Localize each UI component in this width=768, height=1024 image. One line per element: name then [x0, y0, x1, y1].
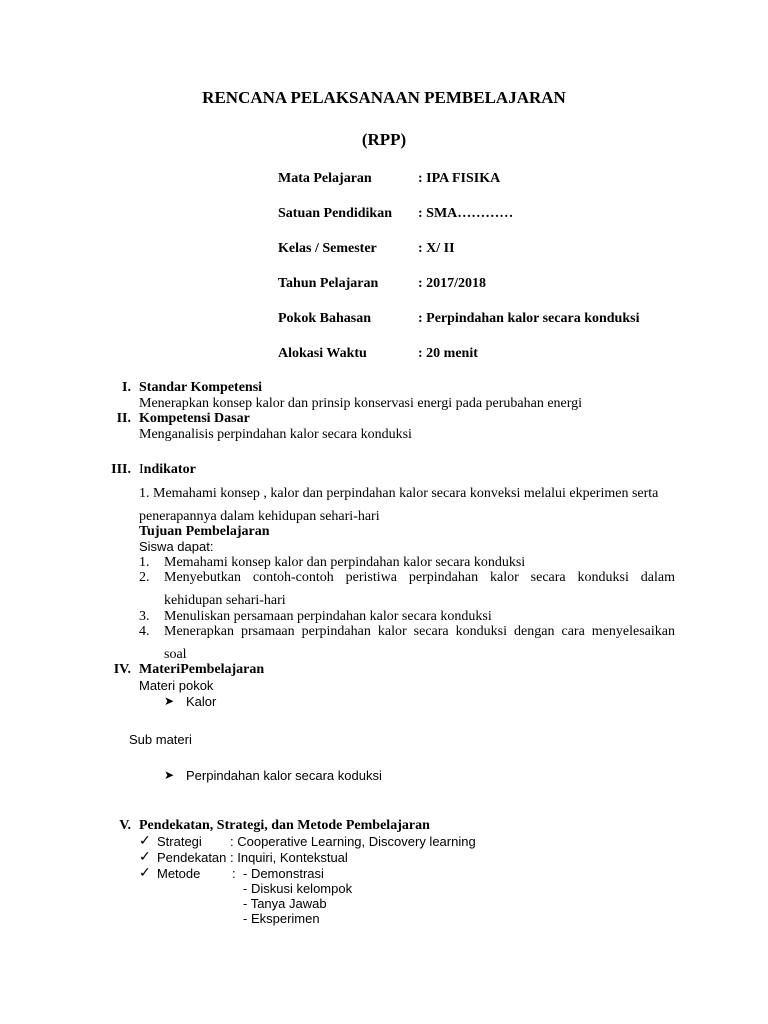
section-heading: Pendekatan, Strategi, dan Metode Pembelajaran — [139, 818, 430, 833]
info-value: : 2017/2018 — [418, 276, 487, 291]
info-label: Kelas / Semester — [278, 241, 377, 256]
metode-item: - Diskusi kelompok — [243, 881, 353, 896]
info-label: Pokok Bahasan — [278, 311, 371, 326]
section-heading: Standar Kompetensi — [139, 380, 263, 395]
method-label: Strategi — [157, 834, 202, 849]
info-label: Satuan Pendidikan — [278, 206, 392, 221]
info-value: : IPA FISIKA — [418, 171, 501, 186]
list-item-continued: kehidupan sehari-hari — [164, 593, 286, 608]
materi-pokok-item: Kalor — [186, 694, 217, 709]
metode-item: - Tanya Jawab — [243, 896, 327, 911]
check-mark-icon: ✓ — [139, 850, 151, 865]
list-number: 4. — [139, 624, 150, 639]
metode-item: - Demonstrasi — [243, 866, 324, 881]
sub-materi-item: Perpindahan kalor secara koduksi — [186, 768, 382, 783]
materi-pokok-label: Materi pokok — [139, 678, 214, 693]
section-number: I. — [122, 380, 131, 395]
info-label: Tahun Pelajaran — [278, 276, 379, 291]
section-number: II. — [116, 411, 131, 426]
sub-materi-label: Sub materi — [129, 732, 192, 747]
siswa-text: Siswa dapat: — [139, 539, 214, 554]
method-value: : Inquiri, Kontekstual — [230, 850, 348, 865]
info-label: Mata Pelajaran — [278, 171, 372, 186]
list-number: 3. — [139, 609, 150, 624]
page-subtitle: (RPP) — [361, 130, 407, 149]
info-label: Alokasi Waktu — [278, 346, 367, 361]
method-value: : — [232, 866, 236, 881]
info-value: : X/ II — [418, 241, 455, 256]
section-heading: Indikator — [139, 462, 196, 477]
info-value: : SMA………… — [418, 206, 514, 221]
arrowhead-bullet-icon: ➤ — [164, 694, 175, 708]
list-item: Memahami konsep kalor dan perpindahan kalor secara konduksi — [164, 555, 526, 570]
section-number: V. — [119, 818, 131, 833]
section-heading: Kompetensi Dasar — [139, 411, 250, 426]
page-title: RENCANA PELAKSANAAN PEMBELAJARAN — [202, 88, 566, 107]
section-text: Menganalisis perpindahan kalor secara konduksi — [139, 427, 412, 442]
method-label: Pendekatan — [157, 850, 227, 865]
list-item: Menuliskan persamaan perpindahan kalor secara konduksi — [164, 609, 492, 624]
indikator-text: 1. Memahami konsep , kalor dan perpindahan kalor secara konveksi melalui ekperimen serta — [139, 486, 659, 501]
metode-item: - Eksperimen — [243, 911, 320, 926]
section-number: IV. — [113, 662, 131, 677]
info-value: : 20 menit — [418, 346, 478, 361]
list-item-continued: soal — [164, 647, 187, 662]
tujuan-heading: Tujuan Pembelajaran — [139, 524, 270, 539]
list-number: 2. — [139, 570, 150, 585]
list-item: Menyebutkan contoh-contoh peristiwa perpindahan kalor secara konduksi dalam — [164, 570, 675, 585]
section-number: III. — [111, 462, 131, 477]
method-label: Metode — [157, 866, 201, 881]
section-heading: MateriPembelajaran — [139, 662, 265, 677]
info-value: : Perpindahan kalor secara konduksi — [418, 311, 640, 326]
section-text: Menerapkan konsep kalor dan prinsip konservasi energi pada perubahan energi — [139, 396, 583, 411]
method-value: : Cooperative Learning, Discovery learning — [230, 834, 476, 849]
check-mark-icon: ✓ — [139, 866, 151, 881]
list-item: Menerapkan prsamaan perpindahan kalor secara konduksi dengan cara menyelesaikan — [164, 624, 675, 639]
indikator-text: penerapannya dalam kehidupan sehari-hari — [139, 509, 380, 524]
arrowhead-bullet-icon: ➤ — [164, 768, 175, 782]
check-mark-icon: ✓ — [139, 834, 151, 849]
list-number: 1. — [139, 555, 150, 570]
